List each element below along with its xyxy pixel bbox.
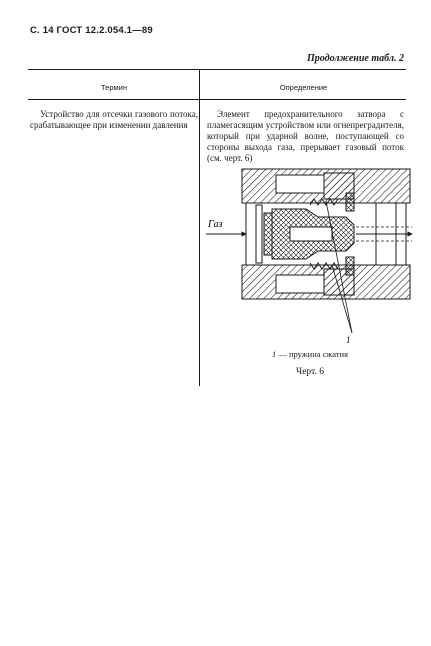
- table-continuation-label: Продолжение табл. 2: [306, 53, 404, 64]
- column-divider: [199, 70, 200, 386]
- figure-caption: [250, 349, 370, 359]
- column-header-term: Термин: [101, 83, 127, 92]
- page-title: С. 14 ГОСТ 12.2.054.1—89: [30, 25, 153, 36]
- cutoff-device-drawing: [206, 165, 416, 350]
- caption-number: 1: [271, 349, 277, 359]
- table-top-rule: [28, 69, 406, 70]
- gas-label: Газ: [208, 219, 223, 230]
- table-header-rule: [28, 99, 406, 100]
- column-header-definition: Определение: [279, 83, 328, 92]
- definition-cell: Элемент предохранительного затвора с пламегасящим устройством или огнепреградителя, который при ударной волне, поступающей со стороны выхода газа, прерывает газовый поток (см. черт. 6): [207, 109, 404, 163]
- drawing-title: Черт. 6: [296, 367, 324, 377]
- leader-label-1: 1: [346, 335, 351, 345]
- caption-text: — пружина сжатия: [276, 349, 349, 359]
- term-cell: Устройство для отсечки газового потока, срабатывающее при изменении давления: [30, 109, 198, 130]
